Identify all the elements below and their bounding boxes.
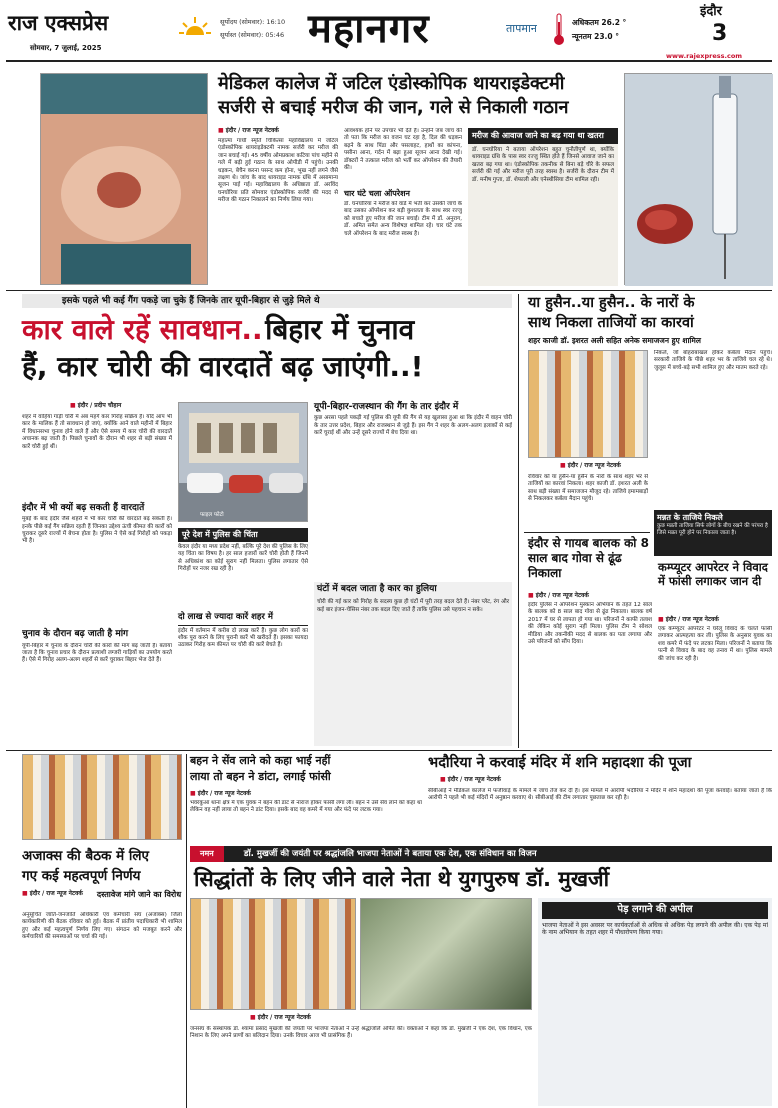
ajaks-byline: ■ इंदौर / राज न्यूज नेटवर्क: [22, 890, 83, 898]
ajaks-vertical-divider: [186, 754, 187, 1108]
child-text: इंदौर पुलिस ने ऑपरेशन मुस्कान अभियान के तहत 12 साल के बालक को 8 साल बाद गोवा से ढूंढ निकाला। बालक वर्ष 2017 में घर से लापता हो गया था। परिजनों ने काफी तलाश की लेकिन कोई सुराग नहीं मिला। पुलिस टीम ने सोशल मीडिया और तकनीकी मदद से बालक का पता लगाया और उसे परिजनों को सौंप दिया।: [528, 602, 652, 645]
temp-label: तापमान: [506, 22, 537, 35]
sun-icon: [178, 15, 212, 41]
lead-sidebar-text: डॉ. घनघोरिया ने बताया ऑपरेशन बहुत चुनौतीपूर्ण था, क्योंकि थायराइड ग्रंथि के पास स्वर रज्जु स्थित होते हैं जिनसे आवाज जाने का खतरा बढ़ गया था। एंडोस्कोपिक तकनीक से बिना बड़े चीरे के सफल सर्जरी की गई और मरीज पूरी तरह स्वस्थ है। सर्जरी के दौरान टीम में डॉ. मनीष गुप्ता, डॉ. शेफाली और एनेस्थीसिया टीम शामिल रही।: [472, 147, 614, 183]
car-kicker-text: इसके पहले भी कई गैंग पकड़े जा चुके हैं जिनके तार यूपी-बिहार से जुड़े मिले थे: [62, 296, 320, 306]
shani-byline: ■ इंदौर / राज न्यूज नेटवर्क: [440, 776, 501, 784]
divider-1: [6, 290, 772, 291]
car-box-2: [178, 610, 308, 746]
tazia-subhead: शहर काजी डॉ. इशरत अली सहित अनेक समाजजन हुए शामिल: [528, 336, 701, 345]
surgery-photo: [40, 73, 208, 285]
website-url: www.rajexpress.com: [666, 52, 743, 60]
lead-col-2: आवश्यक होने पर उपचार भी देते हैं। उन्होंने जब जांच की तो पता कि मरीज का वजन घट रहा है, दिल की धड़कन बढ़ने के साथ पिंडा और पसलाहट, हाथों का कांपना, पसीना आना, गर्दन में बढ़ा हुआ सूजन आना देखी गई। डॉक्टरों ने तत्काल मरीज को भर्ती कर ऑपरेशन की तैयारी की।: [344, 128, 462, 171]
computer-text: एक कम्प्यूटर आपरेटर ने घरेलू विवाद के चलते फांसी लगाकर आत्महत्या कर ली। पुलिस के अनुसार युवक का शव कमरे में फंदे पर लटका मिला। परिजनों ने बताया कि पत्नी से विवाद के बाद वह तनाव में था। पुलिस मामले की जांच कर रही है।: [658, 626, 772, 662]
sunrise-text: सूर्योदय (सोमवार): 16:10: [220, 18, 286, 26]
car-col-1: [22, 414, 172, 744]
car-headline-3: हैं, कार चोरी की वारदातें बढ़ जाएंगी..!: [22, 350, 424, 383]
car-byline: ■ इंदौर / प्रदीप चौहान: [70, 402, 121, 410]
tazia-box-text: कुछ मन्नती ताजिया सिर्फ लोगों के बीच रखने की परंपरा है जिसे मन्नत पूरी होने पर निकाला जाता है।: [657, 523, 768, 537]
section-title: महानगर: [308, 5, 430, 52]
car-sub-2: चुनाव के दौरान बढ़ जाती है मांग: [22, 629, 129, 640]
tazia-photo: [528, 350, 648, 458]
brother-headline-1: बहन ने सेंव लाने को कहा भाई नहीं: [190, 754, 331, 767]
masthead: [0, 0, 778, 64]
car-time-head: घंटों में बदल जाता है कार का हुलिया: [317, 584, 437, 594]
brother-headline-2: लाया तो बहन ने डांटा, लगाई फांसी: [190, 770, 331, 783]
lead-col-2b: डॉ. घनघोरिया ने मरीज को वार्ड में भर्ती कर उसकी जांचें के बाद उसका ऑपरेशन कर बड़ी कुशलता के साथ स्वर रज्जु को बचाते हुए मरीज की जान बचाई। टीम में डॉ. अनुराग, डॉ. अमित समेत अन्य विशेषज्ञ शामिल रहे। चार घंटे तक चले ऑपरेशन के बाद मरीज स्वस्थ है।: [344, 201, 462, 237]
tazia-box-head: मन्नत के ताजिये निकले: [657, 513, 723, 522]
car-box-1-head: पूरे देश में पुलिस की चिंता: [178, 528, 308, 542]
computer-byline: ■ इंदौर / राज न्यूज नेटवर्क: [658, 616, 719, 624]
mukherjee-text: जनसंघ के संस्थापक डॉ. श्यामा प्रसाद मुखर्जी की जयंती पर भाजपा नेताओं ने उन्हें श्रद्धांजलि अर्पित की। वक्ताओं ने कहा कि डॉ. मुखर्जी ने एक देश, एक विधान, एक निशान के लिए अपने प्राणों का बलिदान दिया। उनके विचार आज भी प्रासंगिक हैं।: [190, 1026, 532, 1040]
mukherjee-banner-label: नमन: [190, 846, 224, 862]
car-box-1: [178, 528, 308, 606]
sunset-text: सूर्यास्त (सोमवार): 05:46: [220, 31, 285, 39]
lead-col-1: महात्मा गांधी स्मृति चिकित्सा महाविद्यालय में जटिल एंडोस्कोपिक थायराइडेक्टमी नामक सर्जरी कर मरीज की जान बचाई गई। 45 वर्षीय ओमप्रकाश कटिया पांच महीने से गले में बढ़ी हुई गठान के साथ ओपीडी में पहुंचे। उनकी धड़कन, बेचैन करना पसन्द कम होना, भूख नहीं लगने जैसे लक्षण थे। जांच के बाद थायराइड नामक ग्रंथि में असामान्य सूजन पाई गई। महाविद्यालय के अधिष्ठाता डॉ. अरविंद घनघोरिया प्रति सोमवार एंडोस्कोपिक सर्जरी की मदद से मरीज की गठान निकालने का निर्णय लिया गया।: [218, 138, 338, 203]
ajaks-headline-1: अजाक्स की बैठक में लिए: [22, 848, 150, 864]
car-time-text: चोरी की गई कार को गिरोह के सदस्य कुछ ही घंटों में पूरी तरह बदल देते हैं। नंबर प्लेट, रंग और कई बार इंजन-चेसिस नंबर तक बदल दिए जाते हैं ताकि पुलिस उसे पहचान न सके।: [317, 599, 509, 613]
lead-headline-2: सर्जरी से बचाई मरीज की जान, गले से निकाली गठान: [218, 97, 569, 118]
masthead-rule: [6, 60, 772, 62]
car-photo: [178, 402, 308, 522]
car-text-1: मुंबई के बाद इंदौर जैसे शहरों में भी कार चोरी की वारदातें बढ़ सकती हैं। इनके पीछे कई गैंग सक्रिय रहती हैं जिनका उद्देश्य ऊंची कीमत की कारों को चुराकर दूसरे राज्यों में बेचना होता है। पुलिस ने ऐसे कई गिरोहों को पकड़ा भी है।: [22, 516, 172, 545]
tazia-headline-1: या हुसैन..या हुसैन.. के नारों के: [528, 295, 695, 311]
ajaks-headline-2: गए कई महत्वपूर्ण निर्णय: [22, 868, 141, 884]
shani-headline: भदौरिया ने करवाई मंदिर में शनि महादशा की पूजा: [428, 755, 692, 771]
car-headline-2: बिहार में चुनाव: [265, 313, 415, 346]
lead-byline: ■ इंदौर / राज न्यूज नेटवर्क: [218, 127, 279, 135]
vertical-divider: [518, 294, 519, 748]
car-photo-caption: फाइल फोटो: [200, 512, 224, 518]
car-gang-head: यूपी-बिहार-राजस्थान की गैंग के तार इंदौर में: [314, 402, 459, 412]
temp-min: न्यूनतम 23.0 °: [572, 32, 619, 41]
computer-headline: कम्प्यूटर आपरेटर ने विवाद में फांसी लगाकर जान दी: [658, 560, 768, 589]
issue-date: सोमवार, 7 जुलाई, 2025: [30, 44, 102, 52]
car-gang-box: [314, 402, 512, 578]
syringe-photo: [624, 73, 772, 285]
car-intro: शहर में वाहिया गाड़ी चोरी में अब महंगे कार गिरोह सक्रिय हैं। यदि आप भी कार के मालिक हैं तो सावधान हो जाएं, क्योंकि आने वाले महीनों में बिहार में विधानसभा चुनाव होने वाले हैं और ऐसे समय में कार चोरी की वारदातें अचानक बढ़ जाती हैं। पिछले चुनावों के दौरान भी शहर से बड़ी संख्या में कारें चोरी हुई थीं।: [22, 414, 172, 450]
car-kicker: [22, 294, 512, 308]
car-gang-text: कुछ अरसा पहले पकड़ी गई पुलिस की यूपी की गैंग से यह खुलासा हुआ था कि इंदौर में वाहन चोरी के तार उत्तर प्रदेश, बिहार और राजस्थान से जुड़े हैं। इस गैंग ने शहर के अलग-अलग इलाकों से कई कारें चुराई थीं और उन्हें दूसरे राज्यों में बेच दिया था।: [314, 415, 512, 436]
tazia-box: [654, 510, 772, 556]
tree-box-text: भाजपा नेताओं ने इस अवसर पर कार्यकर्ताओं से अधिक से अधिक पेड़ लगाने की अपील की। एक पेड़ मां के नाम अभियान के तहत शहर में पौधारोपण किया गया।: [542, 921, 768, 937]
lead-headline-1: मेडिकल कालेज में जटिल एंडोस्कोपिक थायराइडेक्टमी: [218, 73, 565, 94]
tazia-byline: ■ इंदौर / राज न्यूज नेटवर्क: [560, 462, 621, 470]
tazia-headline-2: साथ निकला ताजियों का कारवां: [528, 315, 694, 331]
lead-sidebar-head: मरीज की आवाज जाने का बढ़ गया था खतरा: [468, 128, 618, 144]
car-sub-1: इंदौर में भी क्यों बढ़ सकती हैं वारदातें: [22, 503, 145, 513]
page-number: 3: [712, 21, 728, 46]
paper-name: राज एक्सप्रेस: [8, 11, 109, 35]
car-box-1-text: केवल इंदौर या मध्य प्रदेश नहीं, बल्कि पूरे देश की पुलिस के लिए यह चिंता का विषय है। हर साल हजारों कारें चोरी होती हैं जिनमें से अधिकांश का कोई सुराग नहीं मिलता। पुलिस लगातार ऐसे गिरोहों पर नजर रख रही है।: [178, 544, 308, 573]
lead-sidebar: [468, 128, 618, 286]
lead-subhead: चार घंटे चला ऑपरेशन: [344, 189, 410, 198]
car-text-2: यूपी-बिहार में चुनाव के दौरान चोरी की कारों की मांग बढ़ जाती है। बताया जाता है कि चुनाव प्रचार के दौरान प्रत्याशी लग्जरी गाड़ियों का उपयोग करते हैं। ऐसे में गिरोह अलग-अलग शहरों से कारें चुराकर बिहार भेज देते हैं।: [22, 642, 172, 664]
tazia-divider: [524, 532, 650, 533]
shani-text: सीबीआई ने मेडिकल कालेज में फर्जीवाड़े के मामले में जांच तेज कर दी है। इस मामले में आरोपी भदौरिया ने मंदिर में शनि महादशा की पूजा करवाई। बताया जाता है कि आरोपी ने पहले भी कई मंदिरों में अनुष्ठान करवाए थे। सीबीआई की टीम लगातार पूछताछ कर रही है।: [428, 788, 772, 802]
mukherjee-photo-2: [360, 898, 532, 1010]
tree-box: [538, 898, 772, 1106]
ajaks-side-head: दस्तावेज मांगे जाने का विरोध: [96, 890, 182, 899]
car-headline-1: कार वाले रहें सावधान..: [22, 313, 263, 346]
mukherjee-byline: ■ इंदौर / राज न्यूज नेटवर्क: [250, 1014, 311, 1022]
tazia-col-b: निकले, जो बोहराबाखल होकर कर्बला मैदान पहुंचे। सरकारी ताजिये के पीछे शहर भर के ताजिये चल रहे थे। जुलूस में बच्चे-बड़े सभी शामिल हुए और मातम करते रहे।: [654, 350, 772, 371]
car-box-2-text: इंदौर में वर्तमान में करीब दो लाख कारें हैं। कुछ लोग कारों का शौक पूरा करने के लिए पुरानी कारें भी खरीदते हैं। इसका फायदा उठाकर गिरोह कम कीमत पर चोरी की कारें बेचते हैं।: [178, 627, 308, 649]
mukherjee-headline: सिद्धांतों के लिए जीने वाले नेता थे युगपुरुष डॉ. मुखर्जी: [194, 867, 610, 891]
mukherjee-banner-text: डॉ. मुखर्जी की जयंती पर श्रद्धांजलि भाजपा नेताओं ने बताया एक देश, एक संविधान का विजन: [243, 849, 537, 859]
mukherjee-photo-1: [190, 898, 356, 1010]
brother-text: भंवरकुआं थाना क्षेत्र में एक युवक ने बहन की डांट से नाराज होकर फांसी लगा ली। बहन ने उसे सेंव लाने को कहा था लेकिन वह नहीं लाया तो बहन ने डांट दिया। इसके बाद वह कमरे में गया और फंदे पर लटक गया।: [190, 800, 422, 814]
car-headline: [22, 312, 516, 347]
child-headline: इंदौर से गायब बालक को 8 साल बाद गोवा से ढूंढ निकाला: [528, 536, 649, 580]
lead-col-2-wrap: [344, 128, 462, 286]
city-name: इंदौर: [700, 4, 722, 19]
tree-box-head: पेड़ लगाने की अपील: [542, 902, 768, 919]
car-box-2-head: दो लाख से ज्यादा कारें शहर में: [178, 610, 308, 626]
child-byline: ■ इंदौर / राज न्यूज नेटवर्क: [528, 592, 589, 600]
mukherjee-banner: [190, 846, 772, 862]
thermometer-icon: [552, 12, 566, 46]
ajaks-photo: [22, 754, 182, 840]
ajaks-text: अनुसूचित जाति-जनजाति अधिकारी एवं कर्मचारी संघ (अजाक्स) जिला कार्यकारिणी की बैठक रविवार को हुई। बैठक में प्रांतीय पदाधिकारी भी शामिल हुए और कई महत्वपूर्ण निर्णय लिए गए। संगठन को मजबूत करने और कर्मचारियों की समस्याओं पर चर्चा की गई।: [22, 912, 182, 941]
temp-max: अधिकतम 26.2 °: [572, 18, 627, 27]
brother-byline: ■ इंदौर / राज न्यूज नेटवर्क: [190, 790, 251, 798]
divider-2: [6, 750, 772, 751]
tazia-col-a: रविवार को या हुसैन-या हुसैन के नारों के साथ शहर भर से ताजियों का कारवां निकला। शहर काजी डॉ. इशरत अली के साथ बड़ी संख्या में समाजजन मौजूद रहे। ताजिये इमामबाड़ों से निकलकर कर्बला मैदान पहुंचे।: [528, 474, 648, 503]
car-time-box: [314, 582, 512, 746]
